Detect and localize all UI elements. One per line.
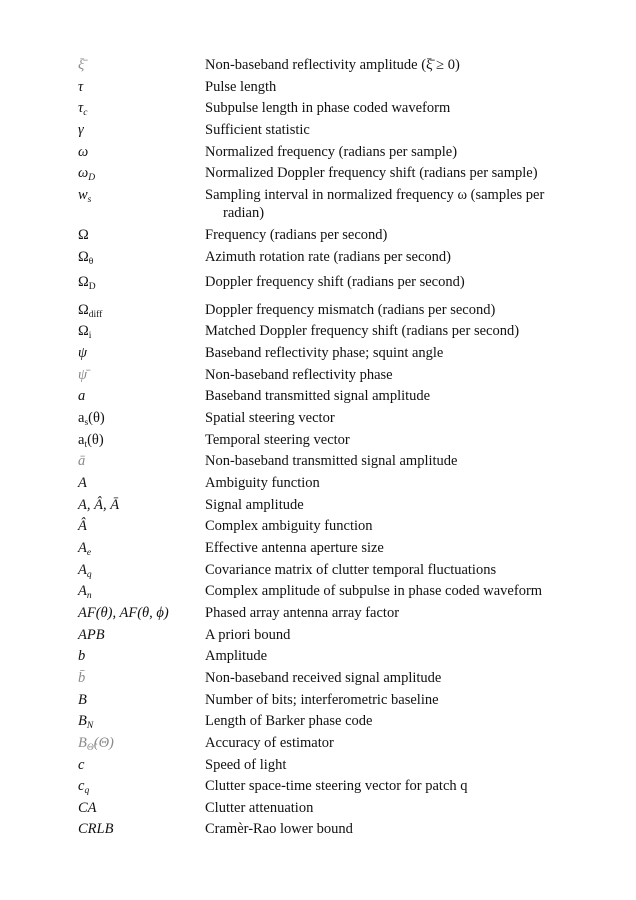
- glossary-definition: [205, 143, 600, 161]
- glossary-symbol: ψ: [78, 345, 88, 361]
- glossary-definition-text: Ambiguity function: [205, 475, 320, 491]
- glossary-symbol: $B_N$: [78, 713, 94, 731]
- glossary-symbol: $\Omega_{diff}$: [78, 302, 103, 320]
- glossary-definition: [205, 626, 600, 644]
- glossary-symbol: Ω: [78, 227, 89, 243]
- glossary-symbol: $A_n$: [78, 583, 92, 601]
- glossary-definition: [205, 496, 600, 514]
- glossary-definition: [205, 56, 600, 74]
- glossary-definition: [205, 322, 600, 340]
- glossary-symbol: $\Omega_D$: [78, 274, 96, 292]
- glossary-definition: [205, 409, 600, 427]
- glossary-definition: [205, 387, 600, 405]
- glossary-definition: [205, 669, 600, 687]
- glossary-definition-text: Frequency (radians per second): [205, 227, 388, 243]
- glossary-symbol: A: [78, 475, 87, 491]
- glossary-definition-text: Non-baseband reflectivity phase: [205, 367, 393, 383]
- glossary-definition-text: Effective antenna aperture size: [205, 540, 384, 556]
- glossary-definition: [205, 452, 600, 470]
- glossary-definition: [205, 226, 600, 244]
- glossary-definition-text: Non-baseband received signal amplitude: [205, 670, 442, 686]
- glossary-definition: [205, 78, 600, 96]
- glossary-definition-text: Subpulse length in phase coded waveform: [205, 100, 451, 116]
- glossary-symbol: Â: [78, 518, 87, 534]
- glossary-definition-text: Phased array antenna array factor: [205, 605, 400, 621]
- glossary-definition: [205, 691, 600, 709]
- glossary-definition: [205, 647, 600, 665]
- glossary-definition: [205, 248, 600, 266]
- glossary-definition-text: Number of bits; interferometric baseline: [205, 692, 439, 708]
- glossary-symbol: $a_s(\theta)$: [78, 410, 105, 428]
- glossary-definition: [205, 99, 600, 117]
- glossary-definition-text: Pulse length: [205, 79, 277, 95]
- glossary-definition: [205, 431, 600, 449]
- glossary-definition: [205, 474, 600, 492]
- glossary-definition: [205, 712, 600, 730]
- glossary-definition-text: Clutter attenuation: [205, 800, 314, 816]
- glossary-definition: [205, 582, 600, 600]
- glossary-symbol: $\tau_c$: [78, 100, 88, 118]
- glossary-symbol: A, Â, Ā: [78, 497, 120, 513]
- glossary-definition: [205, 273, 600, 291]
- glossary-definition: [205, 186, 600, 222]
- glossary-definition-text: Length of Barker phase code: [205, 713, 373, 729]
- glossary-definition-text: Signal amplitude: [205, 497, 304, 513]
- glossary-definition-text: Sampling interval in normalized frequency ω (samples per: [205, 187, 545, 203]
- glossary-definition: [205, 344, 600, 362]
- glossary-symbol: b: [78, 648, 86, 664]
- glossary-symbol: $B_{\Thetâ}(\Theta)$: [78, 735, 114, 753]
- glossary-definition-text: Non-baseband reflectivity amplitude (ξ̄ ≥ 0): [205, 57, 460, 73]
- glossary-definition-text: Non-baseband transmitted signal amplitude: [205, 453, 458, 469]
- glossary-definition-text: Doppler frequency shift (radians per second): [205, 274, 465, 290]
- glossary-symbol: CA: [78, 800, 97, 816]
- glossary-definition-text: Normalized frequency (radians per sample): [205, 144, 458, 160]
- glossary-definition-text: Amplitude: [205, 648, 268, 664]
- glossary-definition-text: Azimuth rotation rate (radians per second): [205, 249, 452, 265]
- glossary-definition: [205, 164, 600, 182]
- glossary-definition-text: Accuracy of estimator: [205, 735, 334, 751]
- glossary-symbol: $a_t(\theta)$: [78, 432, 104, 450]
- glossary-definition: [205, 734, 600, 752]
- glossary-symbol: ā: [78, 453, 86, 469]
- glossary-symbol: B: [78, 692, 87, 708]
- glossary-symbol: $\Omega_i$: [78, 323, 92, 341]
- glossary-symbol: ω: [78, 144, 89, 160]
- glossary-definition-text: Covariance matrix of clutter temporal fluctuations: [205, 562, 497, 578]
- glossary-definition: [205, 777, 600, 795]
- glossary-definition-text: Speed of light: [205, 757, 287, 773]
- glossary-definition-text: Clutter space-time steering vector for patch q: [205, 778, 468, 794]
- glossary-definition: [205, 604, 600, 622]
- glossary-definition: [205, 517, 600, 535]
- glossary-definition-text: Baseband transmitted signal amplitude: [205, 388, 431, 404]
- glossary-symbol: b̄: [78, 670, 86, 686]
- glossary-definition: [205, 121, 600, 139]
- glossary-symbol: ξ̄: [78, 57, 85, 73]
- glossary-symbol: CRLB: [78, 821, 114, 837]
- glossary-definition-text: A priori bound: [205, 627, 291, 643]
- glossary-definition-continuation: radian): [223, 205, 265, 221]
- glossary-symbol: APB: [78, 627, 105, 643]
- glossary-definition-text: Sufficient statistic: [205, 122, 310, 138]
- glossary-definition: [205, 539, 600, 557]
- glossary-symbol: $A_e$: [78, 540, 92, 558]
- glossary-symbol: τ: [78, 79, 84, 95]
- glossary-definition: [205, 799, 600, 817]
- glossary-definition-text: Cramèr-Rao lower bound: [205, 821, 353, 837]
- glossary-symbol: ψ̄: [78, 367, 88, 383]
- glossary-symbol: $\Omega_\theta$: [78, 249, 94, 267]
- glossary-symbol: $c_q$: [78, 778, 90, 796]
- glossary-definition-text: Normalized Doppler frequency shift (radians per sample): [205, 165, 538, 181]
- glossary-symbol: $\omega_D$: [78, 165, 96, 183]
- glossary-definition: [205, 561, 600, 579]
- glossary-definition-text: Baseband reflectivity phase; squint angle: [205, 345, 444, 361]
- glossary-symbol: $A_q$: [78, 562, 92, 580]
- glossary-definition-text: Complex ambiguity function: [205, 518, 373, 534]
- glossary-symbol: c: [78, 757, 85, 773]
- glossary-definition-text: Spatial steering vector: [205, 410, 335, 426]
- glossary-definition-text: Temporal steering vector: [205, 432, 350, 448]
- glossary-symbol: a: [78, 388, 86, 404]
- glossary-symbol: AF(θ), AF(θ, ϕ): [78, 605, 169, 621]
- glossary-definition: [205, 301, 600, 319]
- glossary-definition: [205, 366, 600, 384]
- glossary-definition: [205, 756, 600, 774]
- glossary-definition: [205, 820, 600, 838]
- glossary-definition-text: Doppler frequency mismatch (radians per second): [205, 302, 496, 318]
- glossary-symbol: γ: [78, 122, 84, 138]
- glossary-definition-text: Complex amplitude of subpulse in phase coded waveform: [205, 583, 543, 599]
- glossary-symbol: $w_s$: [78, 187, 92, 205]
- glossary-definition-text: Matched Doppler frequency shift (radians per second): [205, 323, 520, 339]
